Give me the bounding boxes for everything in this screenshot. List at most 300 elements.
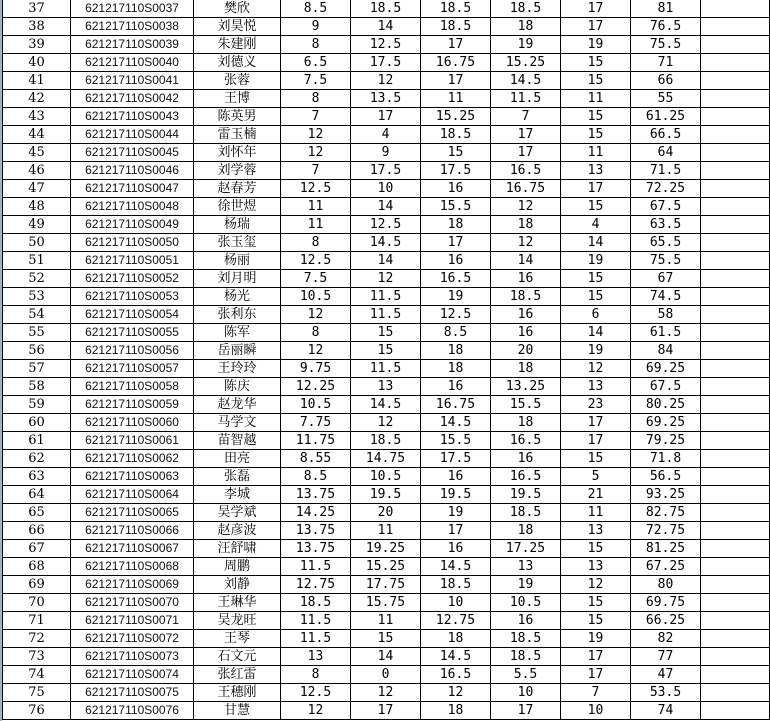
cell-student-id[interactable]: 621217110S0044: [71, 126, 194, 144]
cell-name[interactable]: 张利东: [194, 306, 281, 324]
cell-total[interactable]: 75.5: [631, 252, 701, 270]
cell-score-4[interactable]: 18.5: [491, 648, 561, 666]
cell-name[interactable]: 赵彦波: [194, 522, 281, 540]
cell-score-5[interactable]: 13: [561, 378, 631, 396]
cell-score-5[interactable]: 12: [561, 576, 631, 594]
cell-name[interactable]: 张磊: [194, 468, 281, 486]
cell-index[interactable]: 50: [3, 234, 71, 252]
cell-score-2[interactable]: 10: [351, 180, 421, 198]
cell-total[interactable]: 63.5: [631, 216, 701, 234]
cell-score-4[interactable]: 16: [491, 450, 561, 468]
cell-empty[interactable]: [701, 522, 770, 540]
cell-score-1[interactable]: 11.5: [281, 630, 351, 648]
cell-student-id[interactable]: 621217110S0057: [71, 360, 194, 378]
cell-name[interactable]: 陈庆: [194, 378, 281, 396]
cell-score-3[interactable]: 15.5: [421, 432, 491, 450]
cell-total[interactable]: 66.25: [631, 612, 701, 630]
cell-index[interactable]: 75: [3, 684, 71, 702]
cell-score-2[interactable]: 0: [351, 666, 421, 684]
cell-score-4[interactable]: 12: [491, 234, 561, 252]
cell-score-4[interactable]: 18: [491, 522, 561, 540]
cell-score-2[interactable]: 11: [351, 612, 421, 630]
cell-score-3[interactable]: 11: [421, 90, 491, 108]
cell-score-2[interactable]: 12: [351, 414, 421, 432]
cell-name[interactable]: 石文元: [194, 648, 281, 666]
cell-total[interactable]: 84: [631, 342, 701, 360]
cell-student-id[interactable]: 621217110S0059: [71, 396, 194, 414]
cell-score-5[interactable]: 17: [561, 432, 631, 450]
cell-score-3[interactable]: 14.5: [421, 414, 491, 432]
cell-score-3[interactable]: 17: [421, 72, 491, 90]
cell-total[interactable]: 74: [631, 702, 701, 720]
cell-score-1[interactable]: 12.25: [281, 378, 351, 396]
cell-score-2[interactable]: 17: [351, 702, 421, 720]
cell-total[interactable]: 80: [631, 576, 701, 594]
cell-score-2[interactable]: 15: [351, 342, 421, 360]
cell-score-3[interactable]: 16: [421, 468, 491, 486]
cell-score-2[interactable]: 17.5: [351, 162, 421, 180]
cell-total[interactable]: 66.5: [631, 126, 701, 144]
cell-score-3[interactable]: 16.5: [421, 270, 491, 288]
cell-score-5[interactable]: 17: [561, 648, 631, 666]
cell-total[interactable]: 75.5: [631, 36, 701, 54]
cell-score-3[interactable]: 15.5: [421, 198, 491, 216]
cell-score-4[interactable]: 17: [491, 126, 561, 144]
cell-score-5[interactable]: 13: [561, 162, 631, 180]
cell-student-id[interactable]: 621217110S0061: [71, 432, 194, 450]
cell-index[interactable]: 43: [3, 108, 71, 126]
cell-score-5[interactable]: 15: [561, 612, 631, 630]
cell-index[interactable]: 38: [3, 18, 71, 36]
cell-score-5[interactable]: 15: [561, 450, 631, 468]
cell-index[interactable]: 44: [3, 126, 71, 144]
cell-index[interactable]: 47: [3, 180, 71, 198]
cell-student-id[interactable]: 621217110S0060: [71, 414, 194, 432]
cell-total[interactable]: 72.25: [631, 180, 701, 198]
cell-empty[interactable]: [701, 594, 770, 612]
cell-score-3[interactable]: 17.5: [421, 162, 491, 180]
cell-empty[interactable]: [701, 612, 770, 630]
cell-score-3[interactable]: 18: [421, 360, 491, 378]
cell-total[interactable]: 58: [631, 306, 701, 324]
cell-score-2[interactable]: 13: [351, 378, 421, 396]
cell-name[interactable]: 王玲玲: [194, 360, 281, 378]
cell-total[interactable]: 61.5: [631, 324, 701, 342]
cell-empty[interactable]: [701, 558, 770, 576]
cell-empty[interactable]: [701, 72, 770, 90]
cell-total[interactable]: 81: [631, 0, 701, 18]
cell-score-3[interactable]: 18: [421, 702, 491, 720]
cell-total[interactable]: 67.25: [631, 558, 701, 576]
cell-student-id[interactable]: 621217110S0043: [71, 108, 194, 126]
cell-student-id[interactable]: 621217110S0067: [71, 540, 194, 558]
cell-student-id[interactable]: 621217110S0072: [71, 630, 194, 648]
cell-student-id[interactable]: 621217110S0046: [71, 162, 194, 180]
cell-score-4[interactable]: 20: [491, 342, 561, 360]
cell-name[interactable]: 杨瑞: [194, 216, 281, 234]
cell-score-5[interactable]: 19: [561, 630, 631, 648]
cell-total[interactable]: 56.5: [631, 468, 701, 486]
cell-empty[interactable]: [701, 378, 770, 396]
cell-name[interactable]: 张红雷: [194, 666, 281, 684]
cell-score-5[interactable]: 10: [561, 702, 631, 720]
cell-score-5[interactable]: 19: [561, 36, 631, 54]
cell-score-1[interactable]: 7: [281, 108, 351, 126]
cell-score-4[interactable]: 18: [491, 414, 561, 432]
cell-score-4[interactable]: 18.5: [491, 504, 561, 522]
cell-score-1[interactable]: 10.5: [281, 396, 351, 414]
cell-score-5[interactable]: 23: [561, 396, 631, 414]
cell-score-5[interactable]: 6: [561, 306, 631, 324]
cell-empty[interactable]: [701, 414, 770, 432]
cell-score-1[interactable]: 12.75: [281, 576, 351, 594]
cell-index[interactable]: 58: [3, 378, 71, 396]
cell-score-1[interactable]: 8: [281, 90, 351, 108]
cell-student-id[interactable]: 621217110S0048: [71, 198, 194, 216]
cell-score-1[interactable]: 9: [281, 18, 351, 36]
cell-score-3[interactable]: 16: [421, 378, 491, 396]
cell-total[interactable]: 67.5: [631, 198, 701, 216]
cell-total[interactable]: 64: [631, 144, 701, 162]
cell-score-1[interactable]: 8.5: [281, 468, 351, 486]
cell-score-4[interactable]: 19.5: [491, 486, 561, 504]
cell-score-2[interactable]: 14.75: [351, 450, 421, 468]
cell-index[interactable]: 69: [3, 576, 71, 594]
cell-total[interactable]: 79.25: [631, 432, 701, 450]
cell-score-2[interactable]: 14: [351, 252, 421, 270]
cell-score-4[interactable]: 16: [491, 270, 561, 288]
cell-score-1[interactable]: 9.75: [281, 360, 351, 378]
cell-total[interactable]: 61.25: [631, 108, 701, 126]
cell-score-4[interactable]: 17: [491, 144, 561, 162]
cell-score-4[interactable]: 11.5: [491, 90, 561, 108]
cell-empty[interactable]: [701, 450, 770, 468]
cell-score-3[interactable]: 14.5: [421, 648, 491, 666]
cell-student-id[interactable]: 621217110S0068: [71, 558, 194, 576]
cell-total[interactable]: 69.75: [631, 594, 701, 612]
cell-student-id[interactable]: 621217110S0042: [71, 90, 194, 108]
cell-student-id[interactable]: 621217110S0075: [71, 684, 194, 702]
cell-score-2[interactable]: 12: [351, 72, 421, 90]
cell-score-4[interactable]: 16.5: [491, 432, 561, 450]
cell-score-1[interactable]: 13.75: [281, 522, 351, 540]
cell-score-3[interactable]: 18.5: [421, 0, 491, 18]
cell-index[interactable]: 49: [3, 216, 71, 234]
cell-score-3[interactable]: 19.5: [421, 486, 491, 504]
cell-score-2[interactable]: 17.5: [351, 54, 421, 72]
cell-score-2[interactable]: 14: [351, 648, 421, 666]
cell-name[interactable]: 苗智越: [194, 432, 281, 450]
cell-score-2[interactable]: 14: [351, 18, 421, 36]
cell-empty[interactable]: [701, 396, 770, 414]
cell-student-id[interactable]: 621217110S0070: [71, 594, 194, 612]
cell-empty[interactable]: [701, 486, 770, 504]
cell-name[interactable]: 张蓉: [194, 72, 281, 90]
cell-score-3[interactable]: 8.5: [421, 324, 491, 342]
cell-empty[interactable]: [701, 432, 770, 450]
cell-score-5[interactable]: 15: [561, 288, 631, 306]
cell-student-id[interactable]: 621217110S0054: [71, 306, 194, 324]
cell-index[interactable]: 72: [3, 630, 71, 648]
cell-score-1[interactable]: 8.55: [281, 450, 351, 468]
cell-score-3[interactable]: 17: [421, 522, 491, 540]
cell-score-2[interactable]: 15: [351, 324, 421, 342]
cell-index[interactable]: 67: [3, 540, 71, 558]
cell-index[interactable]: 73: [3, 648, 71, 666]
cell-score-3[interactable]: 16.75: [421, 396, 491, 414]
cell-empty[interactable]: [701, 126, 770, 144]
cell-score-2[interactable]: 14.5: [351, 396, 421, 414]
cell-score-5[interactable]: 15: [561, 540, 631, 558]
cell-index[interactable]: 51: [3, 252, 71, 270]
cell-name[interactable]: 杨丽: [194, 252, 281, 270]
cell-student-id[interactable]: 621217110S0045: [71, 144, 194, 162]
cell-empty[interactable]: [701, 54, 770, 72]
cell-score-5[interactable]: 17: [561, 180, 631, 198]
cell-score-4[interactable]: 13.25: [491, 378, 561, 396]
cell-index[interactable]: 61: [3, 432, 71, 450]
cell-name[interactable]: 李城: [194, 486, 281, 504]
cell-student-id[interactable]: 621217110S0038: [71, 18, 194, 36]
cell-total[interactable]: 65.5: [631, 234, 701, 252]
cell-score-5[interactable]: 19: [561, 252, 631, 270]
cell-name[interactable]: 雷玉楠: [194, 126, 281, 144]
cell-empty[interactable]: [701, 90, 770, 108]
cell-score-3[interactable]: 17.5: [421, 450, 491, 468]
cell-name[interactable]: 赵龙华: [194, 396, 281, 414]
cell-score-3[interactable]: 17: [421, 36, 491, 54]
cell-score-5[interactable]: 14: [561, 234, 631, 252]
cell-name[interactable]: 汪舒啸: [194, 540, 281, 558]
cell-score-2[interactable]: 15.75: [351, 594, 421, 612]
cell-empty[interactable]: [701, 306, 770, 324]
cell-score-3[interactable]: 18: [421, 216, 491, 234]
cell-empty[interactable]: [701, 36, 770, 54]
cell-score-5[interactable]: 15: [561, 594, 631, 612]
cell-score-4[interactable]: 19: [491, 36, 561, 54]
cell-score-3[interactable]: 18.5: [421, 18, 491, 36]
cell-score-5[interactable]: 15: [561, 54, 631, 72]
cell-score-5[interactable]: 5: [561, 468, 631, 486]
cell-score-4[interactable]: 15.25: [491, 54, 561, 72]
cell-score-3[interactable]: 14.5: [421, 558, 491, 576]
cell-score-4[interactable]: 14.5: [491, 72, 561, 90]
cell-score-2[interactable]: 10.5: [351, 468, 421, 486]
cell-index[interactable]: 57: [3, 360, 71, 378]
cell-student-id[interactable]: 621217110S0051: [71, 252, 194, 270]
cell-total[interactable]: 67.5: [631, 378, 701, 396]
cell-score-1[interactable]: 11: [281, 216, 351, 234]
cell-score-1[interactable]: 12: [281, 306, 351, 324]
cell-score-3[interactable]: 12.75: [421, 612, 491, 630]
cell-index[interactable]: 40: [3, 54, 71, 72]
cell-score-4[interactable]: 12: [491, 198, 561, 216]
cell-score-2[interactable]: 19.25: [351, 540, 421, 558]
cell-empty[interactable]: [701, 666, 770, 684]
cell-empty[interactable]: [701, 234, 770, 252]
cell-total[interactable]: 69.25: [631, 414, 701, 432]
cell-score-1[interactable]: 12.5: [281, 252, 351, 270]
cell-score-4[interactable]: 16.75: [491, 180, 561, 198]
cell-name[interactable]: 樊欣: [194, 0, 281, 18]
cell-student-id[interactable]: 621217110S0037: [71, 0, 194, 18]
cell-total[interactable]: 72.75: [631, 522, 701, 540]
cell-score-2[interactable]: 12.5: [351, 36, 421, 54]
cell-score-3[interactable]: 18.5: [421, 126, 491, 144]
cell-score-3[interactable]: 16: [421, 252, 491, 270]
cell-total[interactable]: 82: [631, 630, 701, 648]
cell-total[interactable]: 77: [631, 648, 701, 666]
cell-score-1[interactable]: 7.5: [281, 72, 351, 90]
cell-total[interactable]: 82.75: [631, 504, 701, 522]
cell-score-5[interactable]: 11: [561, 504, 631, 522]
cell-score-5[interactable]: 13: [561, 522, 631, 540]
cell-score-4[interactable]: 15.5: [491, 396, 561, 414]
cell-score-2[interactable]: 18.5: [351, 0, 421, 18]
cell-index[interactable]: 60: [3, 414, 71, 432]
cell-student-id[interactable]: 621217110S0066: [71, 522, 194, 540]
cell-score-4[interactable]: 18.5: [491, 630, 561, 648]
cell-index[interactable]: 42: [3, 90, 71, 108]
cell-name[interactable]: 陈军: [194, 324, 281, 342]
cell-score-4[interactable]: 13: [491, 558, 561, 576]
cell-score-4[interactable]: 14: [491, 252, 561, 270]
cell-score-3[interactable]: 10: [421, 594, 491, 612]
cell-score-4[interactable]: 16: [491, 306, 561, 324]
cell-index[interactable]: 46: [3, 162, 71, 180]
cell-score-5[interactable]: 14: [561, 324, 631, 342]
cell-name[interactable]: 张玉玺: [194, 234, 281, 252]
cell-student-id[interactable]: 621217110S0039: [71, 36, 194, 54]
cell-score-5[interactable]: 17: [561, 0, 631, 18]
cell-index[interactable]: 45: [3, 144, 71, 162]
cell-empty[interactable]: [701, 702, 770, 720]
cell-index[interactable]: 76: [3, 702, 71, 720]
cell-score-1[interactable]: 12: [281, 342, 351, 360]
cell-score-1[interactable]: 7: [281, 162, 351, 180]
cell-score-2[interactable]: 14: [351, 198, 421, 216]
cell-score-1[interactable]: 8: [281, 324, 351, 342]
cell-score-2[interactable]: 18.5: [351, 432, 421, 450]
cell-student-id[interactable]: 621217110S0073: [71, 648, 194, 666]
cell-score-5[interactable]: 4: [561, 216, 631, 234]
cell-name[interactable]: 甘慧: [194, 702, 281, 720]
cell-name[interactable]: 刘德义: [194, 54, 281, 72]
cell-score-5[interactable]: 15: [561, 270, 631, 288]
cell-score-3[interactable]: 15: [421, 144, 491, 162]
cell-empty[interactable]: [701, 360, 770, 378]
cell-name[interactable]: 杨光: [194, 288, 281, 306]
cell-score-5[interactable]: 19: [561, 342, 631, 360]
cell-total[interactable]: 66: [631, 72, 701, 90]
cell-score-2[interactable]: 9: [351, 144, 421, 162]
cell-student-id[interactable]: 621217110S0041: [71, 72, 194, 90]
cell-student-id[interactable]: 621217110S0058: [71, 378, 194, 396]
cell-score-3[interactable]: 18.5: [421, 576, 491, 594]
cell-score-3[interactable]: 19: [421, 288, 491, 306]
cell-index[interactable]: 56: [3, 342, 71, 360]
cell-score-4[interactable]: 18.5: [491, 0, 561, 18]
cell-score-1[interactable]: 6.5: [281, 54, 351, 72]
cell-score-2[interactable]: 12.5: [351, 216, 421, 234]
cell-name[interactable]: 刘静: [194, 576, 281, 594]
cell-student-id[interactable]: 621217110S0069: [71, 576, 194, 594]
cell-empty[interactable]: [701, 468, 770, 486]
cell-score-1[interactable]: 12.5: [281, 180, 351, 198]
cell-index[interactable]: 63: [3, 468, 71, 486]
cell-total[interactable]: 76.5: [631, 18, 701, 36]
cell-empty[interactable]: [701, 630, 770, 648]
cell-student-id[interactable]: 621217110S0065: [71, 504, 194, 522]
cell-score-2[interactable]: 17.75: [351, 576, 421, 594]
cell-score-5[interactable]: 17: [561, 414, 631, 432]
cell-student-id[interactable]: 621217110S0064: [71, 486, 194, 504]
cell-name[interactable]: 刘怀年: [194, 144, 281, 162]
cell-score-4[interactable]: 16: [491, 324, 561, 342]
cell-score-3[interactable]: 16: [421, 180, 491, 198]
cell-student-id[interactable]: 621217110S0062: [71, 450, 194, 468]
cell-score-2[interactable]: 15.25: [351, 558, 421, 576]
cell-score-5[interactable]: 11: [561, 90, 631, 108]
cell-index[interactable]: 52: [3, 270, 71, 288]
cell-score-1[interactable]: 7.5: [281, 270, 351, 288]
cell-empty[interactable]: [701, 198, 770, 216]
cell-name[interactable]: 马学文: [194, 414, 281, 432]
cell-index[interactable]: 55: [3, 324, 71, 342]
cell-score-3[interactable]: 16.75: [421, 54, 491, 72]
cell-score-1[interactable]: 10.5: [281, 288, 351, 306]
cell-score-2[interactable]: 4: [351, 126, 421, 144]
cell-score-4[interactable]: 16: [491, 612, 561, 630]
cell-index[interactable]: 70: [3, 594, 71, 612]
cell-score-4[interactable]: 18.5: [491, 288, 561, 306]
cell-empty[interactable]: [701, 540, 770, 558]
cell-empty[interactable]: [701, 288, 770, 306]
cell-score-1[interactable]: 13: [281, 648, 351, 666]
cell-score-1[interactable]: 12: [281, 144, 351, 162]
cell-score-4[interactable]: 10: [491, 684, 561, 702]
cell-score-2[interactable]: 11.5: [351, 360, 421, 378]
cell-index[interactable]: 53: [3, 288, 71, 306]
cell-score-4[interactable]: 19: [491, 576, 561, 594]
cell-score-2[interactable]: 15: [351, 630, 421, 648]
cell-name[interactable]: 岳丽瞬: [194, 342, 281, 360]
cell-name[interactable]: 王琳华: [194, 594, 281, 612]
cell-student-id[interactable]: 621217110S0053: [71, 288, 194, 306]
cell-score-4[interactable]: 5.5: [491, 666, 561, 684]
cell-total[interactable]: 93.25: [631, 486, 701, 504]
cell-student-id[interactable]: 621217110S0049: [71, 216, 194, 234]
cell-name[interactable]: 王琴: [194, 630, 281, 648]
cell-score-4[interactable]: 16.5: [491, 468, 561, 486]
cell-score-5[interactable]: 17: [561, 18, 631, 36]
cell-score-3[interactable]: 15.25: [421, 108, 491, 126]
cell-index[interactable]: 62: [3, 450, 71, 468]
cell-total[interactable]: 71.8: [631, 450, 701, 468]
cell-score-2[interactable]: 19.5: [351, 486, 421, 504]
cell-name[interactable]: 朱建刚: [194, 36, 281, 54]
cell-total[interactable]: 71.5: [631, 162, 701, 180]
cell-total[interactable]: 69.25: [631, 360, 701, 378]
cell-score-2[interactable]: 14.5: [351, 234, 421, 252]
cell-empty[interactable]: [701, 684, 770, 702]
cell-name[interactable]: 王博: [194, 90, 281, 108]
cell-total[interactable]: 55: [631, 90, 701, 108]
cell-name[interactable]: 刘昊悦: [194, 18, 281, 36]
cell-index[interactable]: 54: [3, 306, 71, 324]
cell-score-4[interactable]: 7: [491, 108, 561, 126]
cell-score-3[interactable]: 12: [421, 684, 491, 702]
